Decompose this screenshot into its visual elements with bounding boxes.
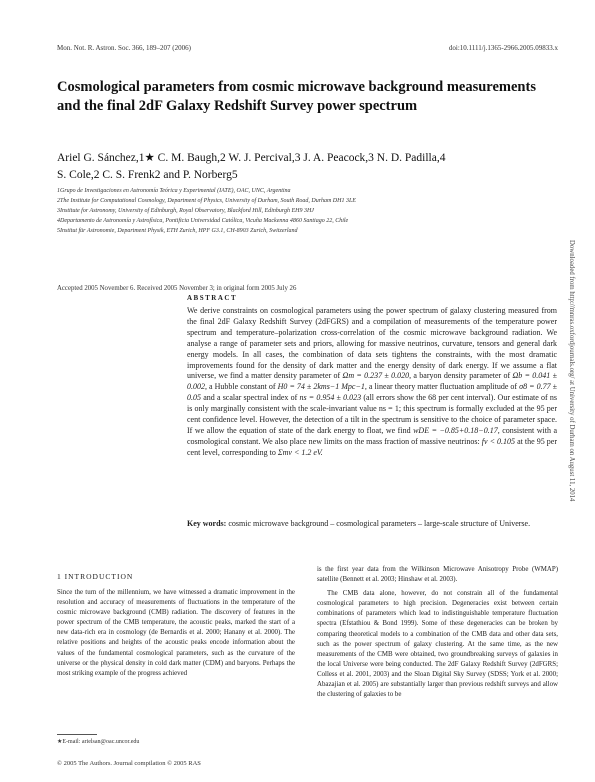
keywords-label: Key words: [187, 519, 227, 528]
hubble-value: H0 = 74 ± 2kms−1 Mpc−1 [277, 382, 365, 392]
abstract-part-2: , a baryon density parameter of [409, 371, 513, 381]
intro-right-paragraph-2: The CMB data alone, however, do not constrain all of the fundamental cosmological parameters to high precision. Degeneracies exist between certain combinations of parameters which lead to indistinguishable temperature fluctuation spectra (Efstathiou & Bond 1999). Some of these degeneracies can be broken by comparing theoretical models to a combination of the CMB data and other data sets, such as the power spectrum of galaxy clustering. At the same time, as the new measurements of the CMB were obtained, two groundbreaking surveys of galaxies in the local Universe were being conducted. The 2dF Galaxy Redshift Survey (2dFGRS; Colless et al. 2001, 2003) and the Sloan Digital Sky Survey (SDSS; York et al. 2000; Abazajian et al. 2005) are substantially larger than previous redshift surveys and allow the clustering of galaxies to be [317, 590, 558, 699]
abstract-text [187, 306, 557, 459]
keywords [187, 519, 557, 530]
abstract-part-4: , a linear theory matter fluctuation amplitude of [364, 382, 520, 392]
abstract-part-5: and a scalar spectral index of [201, 393, 300, 403]
author-list [57, 150, 557, 184]
fnu-value: fν < 0.105 [481, 436, 516, 446]
abstract-part-6: (all errors show the 68 per cent interval). Our estimate of ns is only marginally consistent with the scale-invariant value ns = 1; this spectrum is formally excluded at the 95 per cent confidence level. However, the detection of a tilt in the spectrum is sensitive to the choice of parameter space. If we allow the equation of state of the dark energy to float, we find [187, 393, 558, 435]
paper-title: Cosmological parameters from cosmic microwave background measurements and the final 2dF Galaxy Redshift Survey power spectrum [57, 79, 536, 114]
affiliation-2: 2The Institute for Computational Cosmology, Department of Physics, University of Durham, South Road, Durham DH1 3LE [57, 198, 356, 204]
abstract-part-8: at the 95 per cent level, corresponding to [187, 436, 558, 457]
author-line-1: Ariel G. Sánchez,1★ C. M. Baugh,2 W. J. Percival,3 J. A. Peacock,3 N. D. Padilla,4 [57, 152, 446, 164]
affiliation-3: 3Institute for Astronomy, University of Edinburgh, Royal Observatory, Blackford Hill, Edinburgh EH9 3HJ [57, 208, 314, 214]
omega-m-value: Ωm = 0.237 ± 0.020 [342, 371, 410, 381]
affiliations [57, 186, 557, 236]
affiliation-1: 1Grupo de Investigaciones en Astronomía Teórica y Experimental (IATE), OAC, UNC, Argentina [57, 188, 291, 194]
abstract-part-3: , a Hubble constant of [205, 382, 278, 392]
doi-link[interactable]: doi:10.1111/j.1365-2966.2005.09833.x [448, 44, 558, 52]
journal-citation: Mon. Not. R. Astron. Soc. 366, 189–207 (2006) [57, 44, 191, 52]
abstract-heading: ABSTRACT [187, 294, 238, 302]
affiliation-4: 4Departamento de Astronomía y Astrofísica, Pontificia Universidad Católica, Vicuña Mackenna 4860 Santiago 22, Chile [57, 218, 349, 224]
section-heading-introduction: 1 INTRODUCTION [57, 572, 134, 581]
abstract-part-7: , consistent with a cosmological constant. We also place new limits on the mass fraction of massive neutrinos: [187, 425, 557, 446]
intro-right-paragraph-1: is the first year data from the Wilkinson Microwave Anisotropy Probe (WMAP) satellite (Bennett et al. 2003; Hinshaw et al. 2003). [317, 566, 558, 584]
keywords-text: cosmic microwave background – cosmological parameters – large-scale structure of Universe. [228, 519, 531, 528]
intro-right-column [317, 565, 558, 704]
affiliation-5: 5Institut für Astronomie, Department Physik, ETH Zurich, HPF G3.1, CH-8903 Zurich, Switzerland [57, 228, 298, 234]
footnote-divider [57, 734, 97, 735]
ns-value: ns = 0.954 ± 0.023 [299, 393, 362, 403]
download-watermark-text: Downloaded from http://mnras.oxfordjournals.org/ at University of Durham on August 11, 2014 [568, 240, 575, 502]
mnu-value: Σmν < 1.2 eV. [277, 447, 323, 457]
author-line-2: S. Cole,2 C. S. Frenk2 and P. Norberg5 [57, 169, 238, 181]
sigma8-value: σ8 = 0.77 ± 0.05 [187, 382, 558, 403]
intro-left-column: Since the turn of the millennium, we have witnessed a dramatic improvement in the resolution and accuracy of measurements of fluctuations in the temperature of the cosmic microwave background (CMB) radiation. The discovery of features in the power spectrum of the CMB temperature, the acoustic peaks, marked the start of a new data-rich era in cosmology (de Bernardis et al. 2000; Hanany et al. 2000). The relative positions and heights of the acoustic peaks encode information about the values of the fundamental cosmological parameters, such as the curvature of the universe or the physical density in cold dark matter (CDM) and baryons. Perhaps the most striking example of the progress achieved [57, 589, 295, 677]
abstract-part-1: We derive constraints on cosmological parameters using the power spectrum of galaxy clustering measured from the final 2dF Galaxy Redshift Survey (2dFGRS) and a compilation of measurements of the temperature power spectrum and temperature–polarization cross-correlation of the cosmic microwave background radiation. We analyse a range of parameter sets and priors, allowing for massive neutrinos, curvature, tensors and general dark energy models. In all cases, the combination of data sets tightens the constraints, with the most dramatic improvements found for the density of dark matter and the energy density of dark energy. If we assume a flat universe, we find a matter density parameter of [187, 306, 557, 381]
download-watermark [565, 240, 577, 580]
omega-b-value: Ωb = 0.041 ± 0.002 [187, 371, 558, 392]
wde-value: wDE = −0.85+0.18−0.17 [413, 425, 498, 435]
accepted-dates: Accepted 2005 November 6. Received 2005 November 3; in original form 2005 July 26 [57, 285, 297, 292]
copyright-notice: © 2005 The Authors. Journal compilation © 2005 RAS [57, 760, 201, 767]
author-email-footnote: ★E-mail: arielsan@oac.uncor.edu [57, 739, 140, 745]
